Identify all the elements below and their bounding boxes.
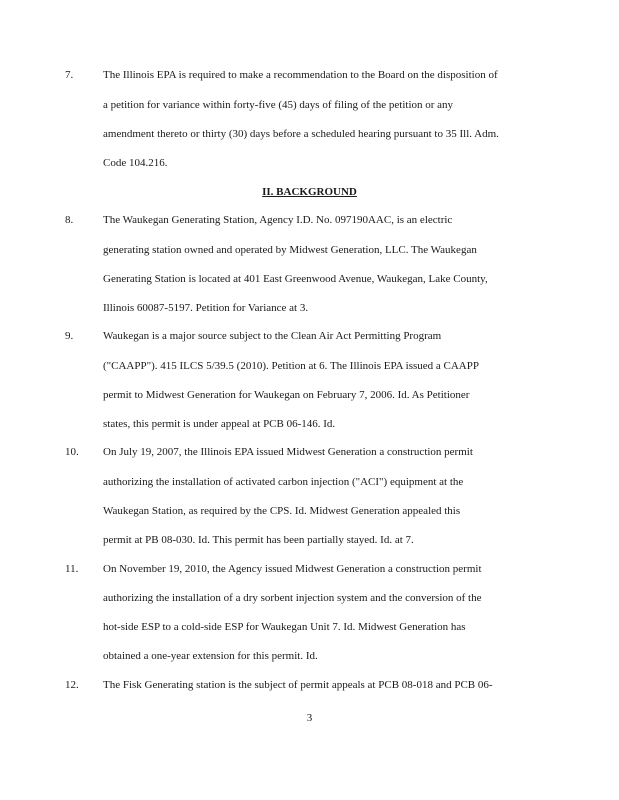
paragraph-line: Waukegan Station, as required by the CPS. Id. Midwest Generation appealed this [103,505,461,517]
paragraph-number: 9. [65,330,74,342]
paragraph-line: amendment thereto or thirty (30) days before a scheduled hearing pursuant to 35 Ill. Adm. [103,128,499,140]
paragraph-line: ("CAAPP"). 415 ILCS 5/39.5 (2010). Petition at 6. The Illinois EPA issued a CAAPP [103,360,479,372]
paragraph-number: 8. [65,214,74,226]
paragraph-line: The Illinois EPA is required to make a recommendation to the Board on the disposition of [103,69,498,81]
paragraph-line: a petition for variance within forty-five (45) days of filing of the petition or any [103,99,454,111]
paragraph-number: 7. [65,69,74,81]
paragraph-number: 10. [65,446,79,458]
paragraph-line: On July 19, 2007, the Illinois EPA issued Midwest Generation a construction permit [103,446,473,458]
paragraph-line: permit at PB 08-030. Id. This permit has been partially stayed. Id. at 7. [103,534,414,546]
paragraph-line: obtained a one-year extension for this permit. Id. [103,650,318,662]
paragraph-line: The Fisk Generating station is the subject of permit appeals at PCB 08-018 and PCB 06- [103,679,493,691]
paragraph-line: Code 104.216. [103,157,168,169]
page-number: 3 [306,712,313,724]
paragraph-number: 11. [65,563,79,575]
section-heading: II. BACKGROUND [262,186,357,198]
paragraph-line: Illinois 60087-5197. Petition for Variance at 3. [103,302,309,314]
paragraph-line: Waukegan is a major source subject to the Clean Air Act Permitting Program [103,330,442,342]
paragraph-line: permit to Midwest Generation for Waukegan on February 7, 2006. Id. As Petitioner [103,389,470,401]
paragraph-line: states, this permit is under appeal at PCB 06-146. Id. [103,418,336,430]
paragraph-line: authorizing the installation of activated carbon injection ("ACI") equipment at the [103,476,464,488]
paragraph-line: On November 19, 2010, the Agency issued Midwest Generation a construction permit [103,563,482,575]
paragraph-line: The Waukegan Generating Station, Agency I.D. No. 097190AAC, is an electric [103,214,453,226]
paragraph-line: Generating Station is located at 401 East Greenwood Avenue, Waukegan, Lake County, [103,273,488,285]
paragraph-line: hot-side ESP to a cold-side ESP for Waukegan Unit 7. Id. Midwest Generation has [103,621,466,633]
paragraph-line: authorizing the installation of a dry sorbent injection system and the conversion of the [103,592,482,604]
paragraph-number: 12. [65,679,79,691]
paragraph-line: generating station owned and operated by Midwest Generation, LLC. The Waukegan [103,244,477,256]
